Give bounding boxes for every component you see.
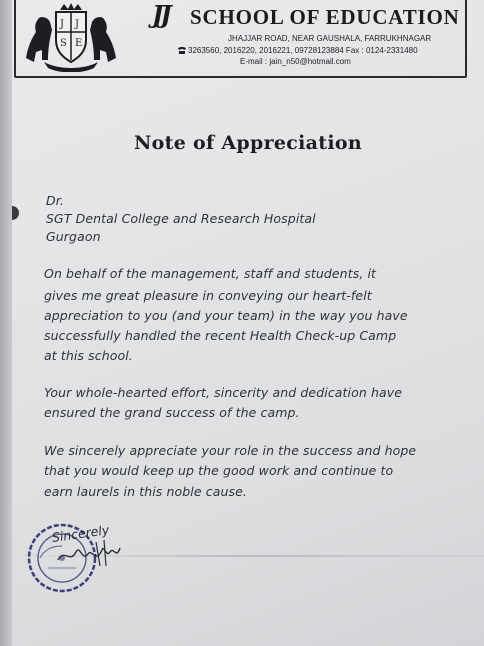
body-line: ensured the grand success of the camp. [44, 405, 300, 420]
school-initials: JJ [152, 0, 169, 29]
svg-text:S: S [60, 38, 67, 49]
svg-text:J: J [60, 19, 65, 30]
school-phone [178, 46, 418, 55]
signoff-text: Sincerely [50, 522, 111, 545]
body-line: at this school. [44, 348, 133, 363]
recipient-line: SGT Dental College and Research Hospital [46, 211, 316, 226]
letter-heading: Note of Appreciation [134, 132, 362, 154]
svg-text:E: E [75, 38, 83, 49]
body-line: We sincerely appreciate your role in the success and hope [44, 443, 417, 458]
svg-text:J: J [75, 19, 80, 30]
phone-icon [178, 47, 186, 54]
recipient-line: Gurgaon [46, 229, 101, 244]
body-line: successfully handled the recent Health Check-up Camp [44, 328, 397, 343]
signature-icon [56, 536, 122, 570]
body-line: gives me great pleasure in conveying our heart-felt [44, 288, 372, 303]
body-line: On behalf of the management, staff and students, it [44, 266, 377, 281]
school-name: SCHOOL OF EDUCATION [190, 5, 460, 29]
recipient-line: Dr. [46, 193, 64, 208]
letterhead [14, 0, 467, 78]
punch-hole [12, 206, 19, 220]
school-crest-icon [22, 0, 120, 72]
letter-sheet [12, 0, 484, 646]
phone-numbers: 3263560, 2016220, 2016221, 09728123884 Fax : 0124-2331480 [188, 46, 418, 55]
school-address: JHAJJAR ROAD, NEAR GAUSHALA, FARRUKHNAGAR [228, 34, 432, 43]
body-line: earn laurels in this noble cause. [44, 484, 247, 499]
body-line: that you would keep up the good work and continue to [44, 463, 394, 478]
body-line: appreciation to you (and your team) in the way you have [44, 308, 408, 323]
body-line: Your whole-hearted effort, sincerity and dedication have [44, 385, 403, 400]
school-email: E-mail : jain_n50@hotmail.com [240, 57, 351, 66]
